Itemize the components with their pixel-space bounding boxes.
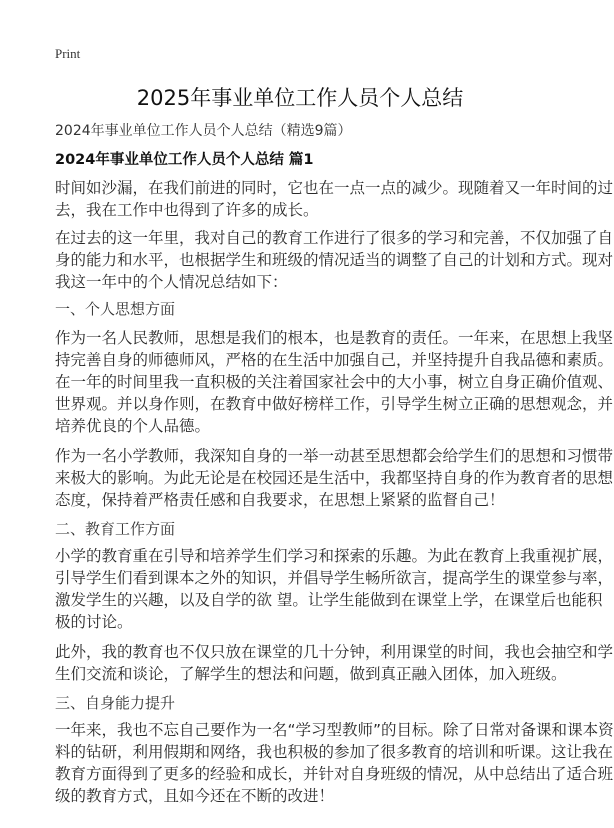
subheading-2: 二、教育工作方面 (55, 520, 176, 538)
document-title: 2025年事业单位工作人员个人总结 (136, 86, 464, 110)
text-line: 来极大的影响。为此无论是在校园还是生活中，我都坚持自身的作为教育者的思想 (55, 469, 614, 487)
text-line: 级的教育方式，且如今还在不断的改进！ (55, 787, 335, 805)
text-line: 极的讨论。 (55, 613, 133, 631)
text-line: 作为一名小学教师，我深知自身的一举一动甚至思想都会给学生们的思想和习惯带 (55, 447, 614, 465)
text-line: 小学的教育重在引导和培养学生们学习和探索的乐趣。为此在教育上我重视扩展， (55, 547, 614, 565)
text-line: 激发学生的兴趣，以及自学的欲 望。让学生能做到在课堂上学，在课堂后也能积 (55, 591, 603, 609)
text-line: 在一年的时间里我一直积极的关注着国家社会中的大小事，树立自身正确价值观、 (55, 373, 614, 391)
text-line: 时间如沙漏，在我们前进的同时，它也在一点一点的减少。现随着又一年时间的过 (55, 179, 614, 197)
paragraph-3 (55, 327, 614, 437)
text-line: 态度，保持着严格责任感和自我要求，在思想上紧紧的监督自己！ (55, 491, 505, 509)
subheading-3: 三、自身能力提升 (55, 694, 176, 712)
text-line: 我这一年中的个人情况总结如下： (55, 273, 288, 291)
text-line: 培养优良的个人品德。 (55, 417, 211, 435)
paragraph-5 (55, 545, 614, 633)
print-link[interactable]: Print (55, 46, 81, 61)
text-line: 生们交流和谈论，了解学生的想法和问题，做到真正融入团体，加入班级。 (55, 665, 567, 683)
paragraph-4 (55, 445, 614, 511)
text-line: 引导学生们看到课本之外的知识，并倡导学生畅所欲言，提高学生的课堂参与率， (55, 569, 614, 587)
subheading-1: 一、个人思想方面 (55, 300, 176, 318)
text-line: 身的能力和水平，也根据学生和班级的情况适当的调整了自己的计划和方式。现对 (55, 251, 614, 269)
text-line: 在过去的这一年里，我对自己的教育工作进行了很多的学习和完善，不仅加强了自 (55, 229, 614, 247)
paragraph-7 (55, 719, 614, 807)
paragraph-1 (55, 177, 614, 221)
text-line: 作为一名人民教师，思想是我们的根本，也是教育的责任。一年来，在思想上我坚 (55, 329, 614, 347)
paragraph-6 (55, 641, 614, 685)
text-line: 此外，我的教育也不仅只放在课堂的几十分钟，利用课堂的时间，我也会抽空和学 (55, 643, 614, 661)
text-line: 教育方面得到了更多的经验和成长，并针对自身班级的情况，从中总结出了适合班 (55, 765, 614, 783)
text-line: 世界观。并以身作则，在教育中做好榜样工作，引导学生树立正确的思想观念，并 (55, 395, 614, 413)
document-subtitle: 2024年事业单位工作人员个人总结（精选9篇） (55, 123, 352, 139)
section-heading: 2024年事业单位工作人员个人总结 篇1 (55, 152, 314, 168)
text-line: 持完善自身的师德师风，严格的在生活中加强自己，并坚持提升自我品德和素质。 (55, 351, 614, 369)
text-line: 去，我在工作中也得到了许多的成长。 (55, 201, 319, 219)
text-line: 料的钻研，利用假期和网络，我也积极的参加了很多教育的培训和听课。这让我在 (55, 743, 614, 761)
paragraph-2 (55, 227, 614, 293)
text-line: 一年来，我也不忘自己要作为一名“学习型教师”的目标。除了日常对备课和课本资 (55, 721, 614, 739)
